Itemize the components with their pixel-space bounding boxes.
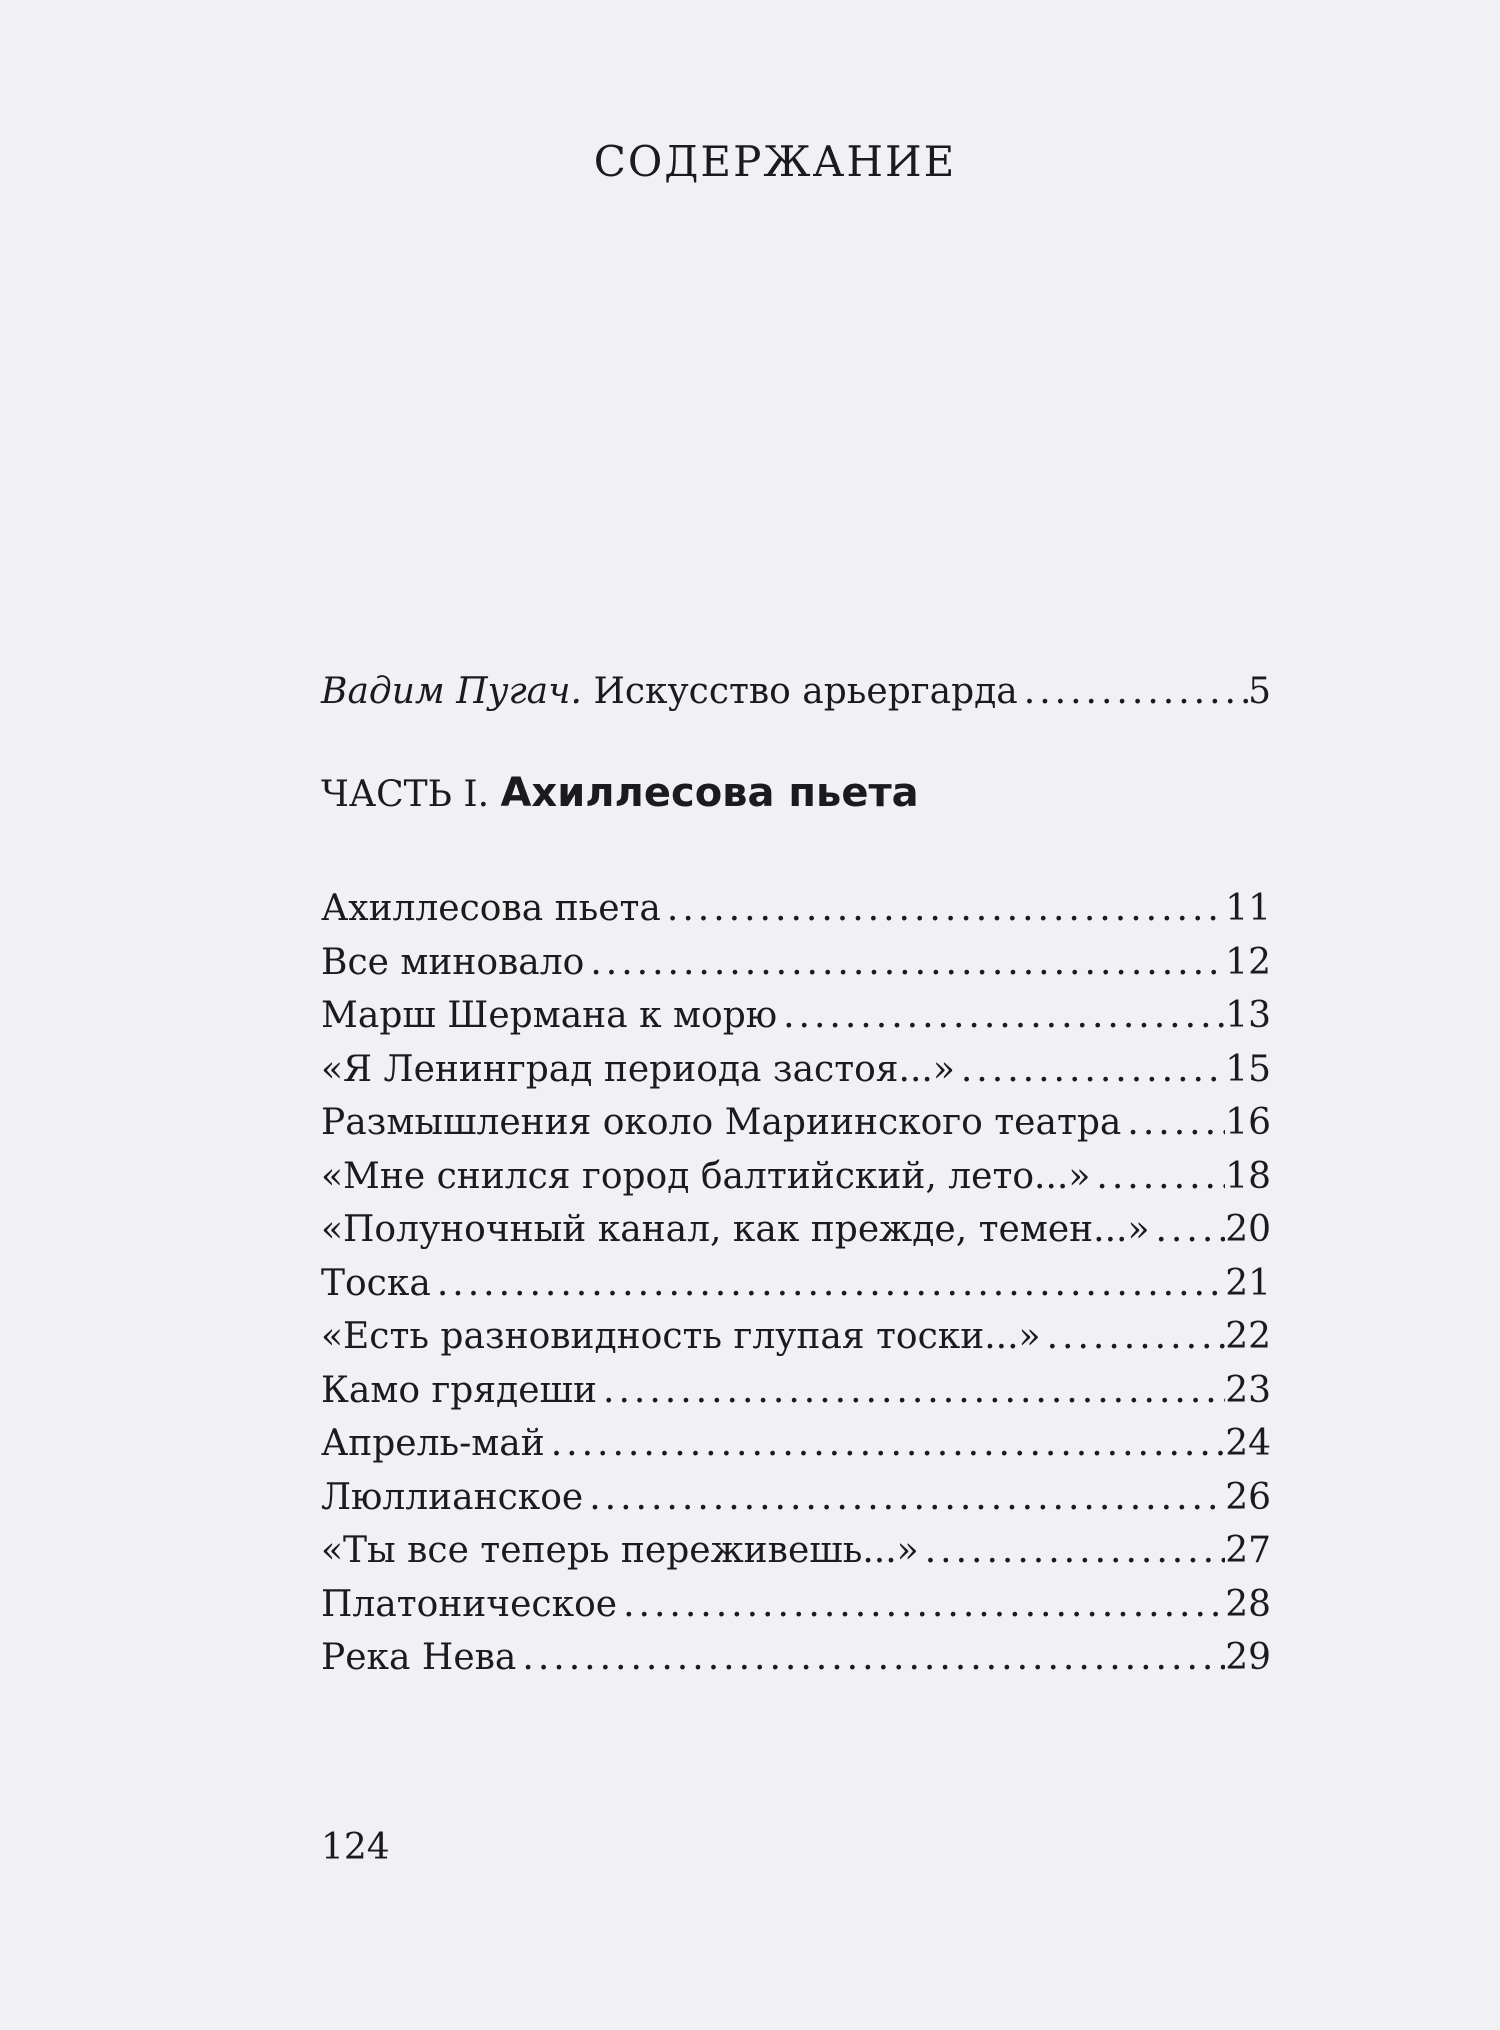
dot-leader (545, 1417, 1225, 1471)
toc-entry-page: 26 (1225, 1476, 1271, 1518)
toc-entry-title: Река Нева (321, 1637, 517, 1678)
dot-leader (1121, 1096, 1225, 1150)
toc-entry-title: «Мне снился город балтийский, лето...» (321, 1155, 1091, 1197)
toc-entry-title: «Ты все теперь переживешь...» (321, 1530, 919, 1571)
toc-entry-page: 28 (1225, 1583, 1271, 1625)
dot-leader (597, 1364, 1225, 1418)
toc-entry-page: 15 (1225, 1048, 1271, 1090)
intro-author: Вадим Пугач. (321, 671, 582, 712)
dot-leader (583, 1471, 1225, 1525)
dot-leader (516, 1631, 1225, 1685)
intro-entry (321, 665, 1271, 719)
toc-row (321, 989, 1271, 1043)
dot-leader (617, 1578, 1225, 1632)
part-heading (321, 770, 919, 816)
toc-row (321, 1257, 1271, 1311)
toc-entry-page: 23 (1225, 1369, 1271, 1411)
toc-row (321, 1043, 1271, 1097)
toc-row (321, 1150, 1271, 1204)
toc-entry-page: 18 (1225, 1155, 1271, 1197)
toc-entry-page: 20 (1225, 1209, 1271, 1250)
toc-entry-title: Платоническое (321, 1583, 618, 1625)
toc-row (321, 1096, 1271, 1150)
intro-title: Искусство арьергарда (593, 671, 1018, 712)
toc-row (321, 1471, 1271, 1525)
part-label: ЧАСТЬ I. (321, 774, 490, 815)
toc-entry-title: Люллианское (321, 1476, 584, 1518)
dot-leader (919, 1524, 1226, 1578)
toc-row (321, 1417, 1271, 1471)
dot-leader (955, 1043, 1225, 1097)
toc-entry-page: 27 (1225, 1530, 1271, 1571)
toc-entry-title: «Есть разновидность глупая тоски...» (321, 1316, 1041, 1357)
toc-entry-title: Камо грядеши (321, 1369, 597, 1411)
toc-row (321, 882, 1271, 936)
dot-leader (777, 989, 1225, 1043)
toc-entry-page: 11 (1225, 888, 1271, 929)
toc-entry-page: 13 (1225, 995, 1271, 1036)
toc-row (321, 1631, 1271, 1685)
contents-heading: СОДЕРЖАНИЕ (593, 137, 957, 186)
toc-row (321, 1578, 1271, 1632)
toc-entry-title: Все миновало (321, 941, 585, 983)
dot-leader (1090, 1150, 1225, 1204)
dot-leader (661, 882, 1225, 936)
toc-entry-title (321, 665, 1018, 719)
toc-row (321, 936, 1271, 990)
toc-entry-page: 24 (1225, 1423, 1271, 1464)
toc-row (321, 1524, 1271, 1578)
dot-leader (584, 936, 1225, 990)
toc-row (321, 665, 1271, 719)
toc-entry-page: 21 (1225, 1262, 1271, 1304)
toc-entry-page: 12 (1225, 941, 1271, 983)
toc-entry-title: «Полуночный канал, как прежде, темен...» (321, 1209, 1150, 1250)
part-name: Ахиллесова пьета (500, 770, 919, 816)
toc-row (321, 1203, 1271, 1257)
toc-entry-title: Ахиллесова пьета (321, 888, 661, 929)
toc-row (321, 1310, 1271, 1364)
toc-entry-page: 22 (1225, 1316, 1271, 1357)
dot-leader (431, 1257, 1225, 1311)
toc-entry-page: 29 (1225, 1637, 1271, 1678)
dot-leader (1018, 665, 1248, 719)
toc-entry-title: Размышления около Мариинского театра (321, 1102, 1122, 1143)
toc-entry-title: Марш Шермана к морю (321, 995, 778, 1036)
toc-entry-page: 16 (1225, 1102, 1271, 1143)
toc-entry-page: 5 (1248, 671, 1271, 712)
dot-leader (1149, 1203, 1225, 1257)
toc-list (321, 882, 1271, 1685)
toc-entry-title: «Я Ленинград периода застоя...» (321, 1048, 955, 1090)
toc-row (321, 1364, 1271, 1418)
dot-leader (1041, 1310, 1226, 1364)
toc-entry-title: Апрель-май (321, 1423, 545, 1464)
toc-entry-title: Тоска (321, 1262, 431, 1304)
page-number: 124 (321, 1827, 390, 1868)
